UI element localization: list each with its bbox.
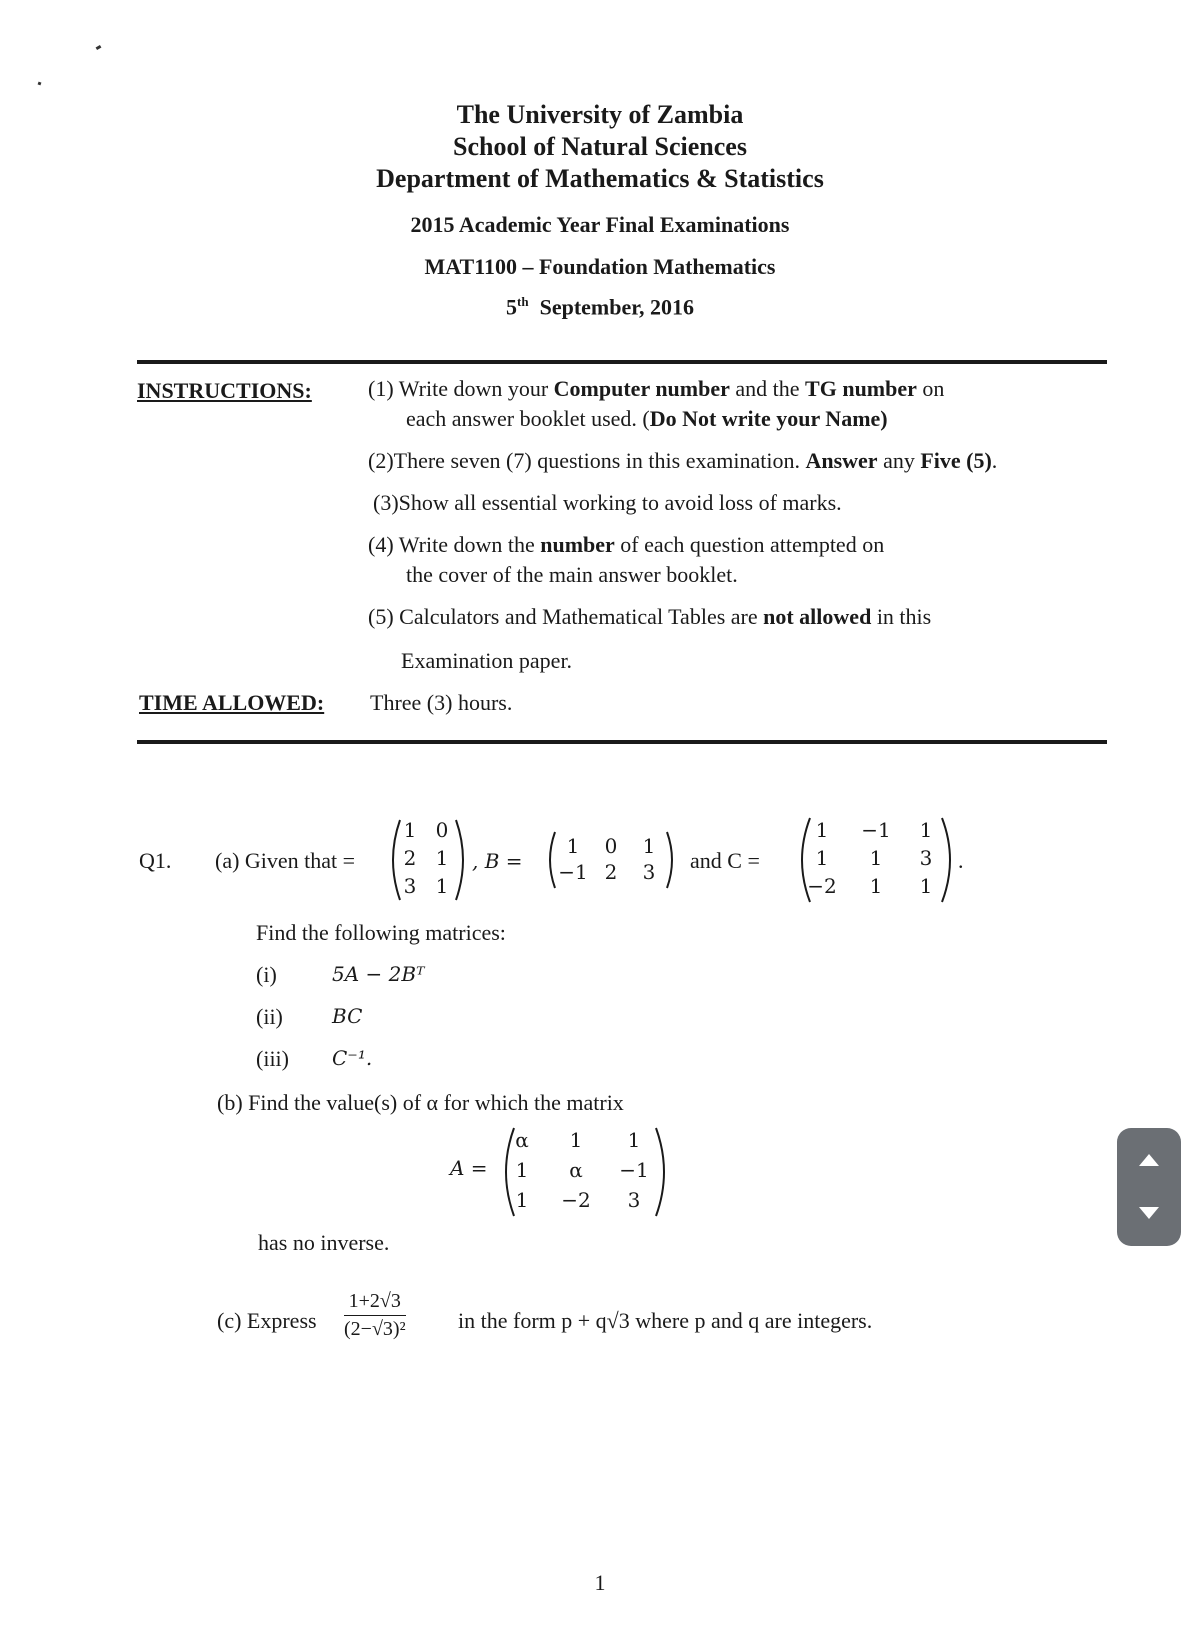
part-iii-label: (iii): [256, 1046, 289, 1071]
matrix-cell: 1: [435, 846, 449, 870]
matrix-cell: 1: [869, 846, 883, 870]
matrix-c-period: .: [958, 848, 964, 873]
label-b: [472, 848, 523, 874]
matrix-cell: 0: [435, 818, 449, 842]
chevron-down-icon: [1139, 1207, 1159, 1219]
instruction-text: in this: [871, 604, 932, 629]
part-ii-expr: BC: [332, 1004, 363, 1028]
instruction-3: (3)Show all essential working to avoid loss of marks.: [373, 490, 842, 515]
find-instruction: Find the following matrices:: [256, 920, 506, 945]
instruction-2: [368, 448, 997, 474]
matrix-cell: 1: [566, 834, 580, 858]
matrix-cell: −1: [558, 860, 588, 884]
part-iii-expr: C⁻¹.: [332, 1046, 373, 1070]
question-number: Q1.: [139, 848, 172, 873]
fraction-denominator: (2−√3)²: [344, 1318, 406, 1340]
part-a-intro: (a) Given that =: [215, 848, 356, 873]
page-nav-widget: [1117, 1128, 1181, 1246]
instruction-text: each answer booklet used. (: [406, 406, 650, 431]
instruction-text: any: [877, 448, 921, 473]
matrix-cell: 2: [604, 860, 618, 884]
matrix-cell: 1: [815, 818, 829, 842]
instruction-1: [368, 376, 944, 402]
matrix-cell: 1: [569, 1128, 583, 1152]
matrix-c: [796, 816, 956, 904]
matrix-cell: 0: [604, 834, 618, 858]
part-i-label: (i): [256, 962, 277, 987]
matrix-cell: 1: [642, 834, 656, 858]
instruction-bold: TG number: [805, 376, 917, 401]
date-day: 5: [506, 294, 518, 320]
part-i-expr: 5A − 2Bᵀ: [332, 962, 425, 986]
instruction-bold: not allowed: [763, 604, 872, 629]
part-b-lhs: A =: [450, 1156, 488, 1180]
matrix-cell: 3: [919, 846, 933, 870]
exam-date: [0, 294, 1200, 320]
matrix-cell: 3: [627, 1188, 641, 1212]
label-b-text: , B =: [472, 849, 523, 873]
course-title: MAT1100 – Foundation Mathematics: [424, 254, 776, 279]
date-sup: th: [517, 294, 529, 309]
bottom-rule: [137, 740, 1107, 744]
school-name: School of Natural Sciences: [453, 132, 747, 161]
stray-mark: [38, 82, 42, 86]
matrix-cell: 3: [403, 874, 417, 898]
instruction-text: .: [991, 448, 998, 473]
label-c: and C =: [690, 848, 760, 873]
matrix-cell: −1: [861, 818, 891, 842]
instruction-5-line2: Examination paper.: [401, 648, 573, 673]
instruction-5: [368, 604, 931, 630]
part-c-intro: (c) Express: [217, 1308, 317, 1333]
matrix-cell: 1: [815, 846, 829, 870]
part-b-intro: (b) Find the value(s) of α for which the matrix: [217, 1090, 624, 1115]
instruction-text: (5) Calculators and Mathematical Tables are: [368, 604, 764, 629]
page-number: 1: [594, 1570, 606, 1595]
matrix-cell: 1: [403, 818, 417, 842]
matrix-cell: 1: [919, 818, 933, 842]
part-ii-label: (ii): [256, 1004, 283, 1029]
page-down-button[interactable]: [1117, 1187, 1181, 1246]
top-rule: [137, 360, 1107, 364]
instruction-bold: Do Not write your Name: [649, 406, 881, 431]
matrix-a-alpha: [500, 1126, 670, 1218]
matrix-cell: −2: [561, 1188, 591, 1212]
matrix-cell: α: [515, 1128, 529, 1152]
fraction-numerator: 1+2√3: [344, 1290, 406, 1316]
instructions-label: INSTRUCTIONS:: [137, 378, 312, 403]
instruction-4-line2: the cover of the main answer booklet.: [406, 562, 738, 587]
chevron-up-icon: [1139, 1154, 1159, 1166]
instruction-bold: Five (5): [920, 448, 992, 473]
date-rest: September, 2016: [539, 294, 694, 320]
instruction-bold: Answer: [805, 448, 878, 473]
part-c-after: in the form p + q√3 where p and q are integers.: [458, 1308, 873, 1333]
university-name: The University of Zambia: [456, 100, 744, 129]
time-allowed-label: TIME ALLOWED:: [139, 690, 325, 715]
stray-mark: [96, 45, 102, 50]
page-up-button[interactable]: [1117, 1128, 1181, 1187]
instruction-text: on: [916, 376, 945, 401]
matrix-cell: α: [569, 1158, 583, 1182]
matrix-cell: −1: [619, 1158, 649, 1182]
matrix-cell: 1: [515, 1188, 529, 1212]
matrix-cell: 1: [919, 874, 933, 898]
matrix-cell: 1: [515, 1158, 529, 1182]
instruction-text: of each question attempted on: [614, 532, 885, 557]
part-b-after: has no inverse.: [258, 1230, 390, 1255]
department-name: Department of Mathematics & Statistics: [376, 164, 824, 193]
instruction-text: (4) Write down the: [368, 532, 541, 557]
matrix-cell: 1: [627, 1128, 641, 1152]
instruction-text: and the: [729, 376, 806, 401]
time-allowed-value: Three (3) hours.: [370, 690, 513, 715]
matrix-b: [545, 830, 677, 890]
instruction-bold: number: [540, 532, 615, 557]
matrix-cell: −2: [807, 874, 837, 898]
matrix-cell: 2: [403, 846, 417, 870]
instruction-text: (2)There seven (7) questions in this examination.: [368, 448, 806, 473]
matrix-cell: 3: [642, 860, 656, 884]
exam-title: 2015 Academic Year Final Examinations: [410, 212, 790, 237]
instruction-bold: Computer number: [553, 376, 730, 401]
matrix-a: [388, 818, 468, 902]
instruction-4: [368, 532, 884, 558]
part-c-fraction: [344, 1290, 406, 1341]
instruction-text: (1) Write down your: [368, 376, 554, 401]
matrix-cell: 1: [435, 874, 449, 898]
matrix-cell: 1: [869, 874, 883, 898]
instruction-text: ): [880, 406, 888, 431]
instruction-1-line2: [406, 406, 888, 432]
